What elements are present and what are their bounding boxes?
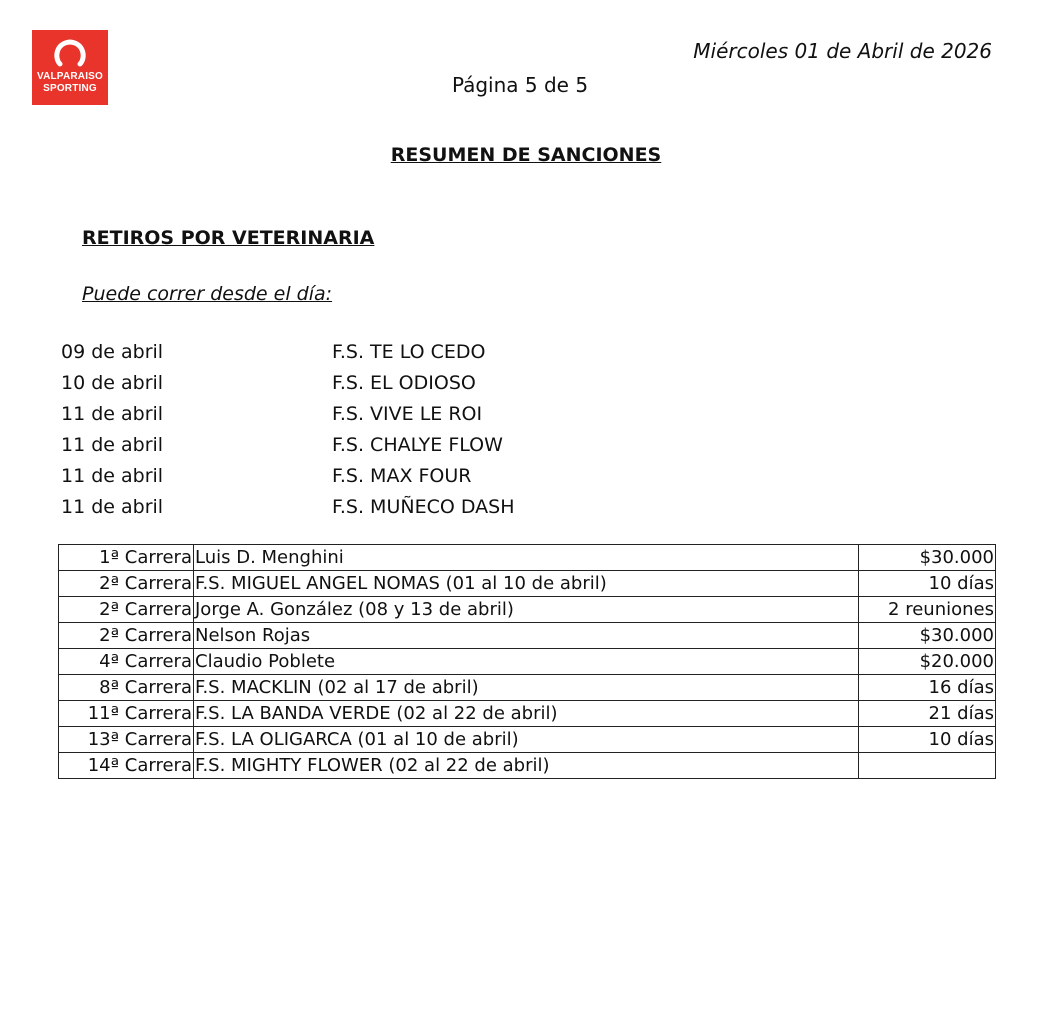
table-row	[59, 753, 996, 779]
table-row	[59, 701, 996, 727]
race-cell: 2ª Carrera	[59, 623, 194, 649]
retiro-date: 11 de abril	[61, 434, 164, 456]
race-cell: 11ª Carrera	[59, 701, 194, 727]
table-row	[59, 545, 996, 571]
table-row	[59, 571, 996, 597]
retiro-horse: F.S. VIVE LE ROI	[332, 403, 483, 425]
race-cell: 4ª Carrera	[59, 649, 194, 675]
list-item	[61, 463, 661, 494]
sanction-description-cell: Claudio Poblete	[194, 649, 859, 675]
section-title-retiros: RETIROS POR VETERINARIA	[82, 227, 375, 249]
table-row	[59, 597, 996, 623]
sanction-amount-cell: $30.000	[859, 545, 996, 571]
race-cell: 8ª Carrera	[59, 675, 194, 701]
sanction-amount-cell	[859, 753, 996, 779]
logo-text-line1: VALPARAISO	[36, 71, 104, 82]
retiro-horse: F.S. MAX FOUR	[332, 465, 472, 487]
sanction-amount-cell: $20.000	[859, 649, 996, 675]
race-cell: 1ª Carrera	[59, 545, 194, 571]
race-cell: 13ª Carrera	[59, 727, 194, 753]
document-title: RESUMEN DE SANCIONES	[390, 144, 662, 166]
retiro-horse: F.S. EL ODIOSO	[332, 372, 476, 394]
sanction-amount-cell: $30.000	[859, 623, 996, 649]
sanction-description-cell: Nelson Rojas	[194, 623, 859, 649]
sanction-description-cell: F.S. MIGHTY FLOWER (02 al 22 de abril)	[194, 753, 859, 779]
retiro-date: 09 de abril	[61, 341, 164, 363]
retiros-list	[61, 339, 661, 525]
section-subtitle: Puede correr desde el día:	[82, 283, 333, 305]
table-row	[59, 675, 996, 701]
logo-text-line2: SPORTING	[43, 83, 97, 94]
sanction-description-cell: Luis D. Menghini	[194, 545, 859, 571]
sanction-description-cell: F.S. MACKLIN (02 al 17 de abril)	[194, 675, 859, 701]
race-cell: 14ª Carrera	[59, 753, 194, 779]
retiro-date: 11 de abril	[61, 465, 164, 487]
list-item	[61, 494, 661, 525]
sanctions-table	[58, 544, 996, 779]
retiro-horse: F.S. TE LO CEDO	[332, 341, 486, 363]
page-number: Página 5 de 5	[451, 73, 589, 97]
table-row	[59, 649, 996, 675]
sanction-amount-cell: 10 días	[859, 727, 996, 753]
race-cell: 2ª Carrera	[59, 597, 194, 623]
table-row	[59, 727, 996, 753]
sanction-amount-cell: 16 días	[859, 675, 996, 701]
list-item	[61, 370, 661, 401]
document-date: Miércoles 01 de Abril de 2026	[693, 39, 992, 63]
list-item	[61, 339, 661, 370]
sanction-description-cell: F.S. LA OLIGARCA (01 al 10 de abril)	[194, 727, 859, 753]
sanction-description-cell: F.S. LA BANDA VERDE (02 al 22 de abril)	[194, 701, 859, 727]
retiro-horse: F.S. MUÑECO DASH	[332, 496, 515, 518]
retiro-date: 10 de abril	[61, 372, 164, 394]
list-item	[61, 432, 661, 463]
sanction-description-cell: F.S. MIGUEL ANGEL NOMAS (01 al 10 de abril)	[194, 571, 859, 597]
list-item	[61, 401, 661, 432]
sanction-description-cell: Jorge A. González (08 y 13 de abril)	[194, 597, 859, 623]
sanction-amount-cell: 21 días	[859, 701, 996, 727]
race-cell: 2ª Carrera	[59, 571, 194, 597]
sanction-amount-cell: 10 días	[859, 571, 996, 597]
table-row	[59, 623, 996, 649]
retiro-date: 11 de abril	[61, 496, 164, 518]
retiro-date: 11 de abril	[61, 403, 164, 425]
sanction-amount-cell: 2 reuniones	[859, 597, 996, 623]
retiro-horse: F.S. CHALYE FLOW	[332, 434, 503, 456]
